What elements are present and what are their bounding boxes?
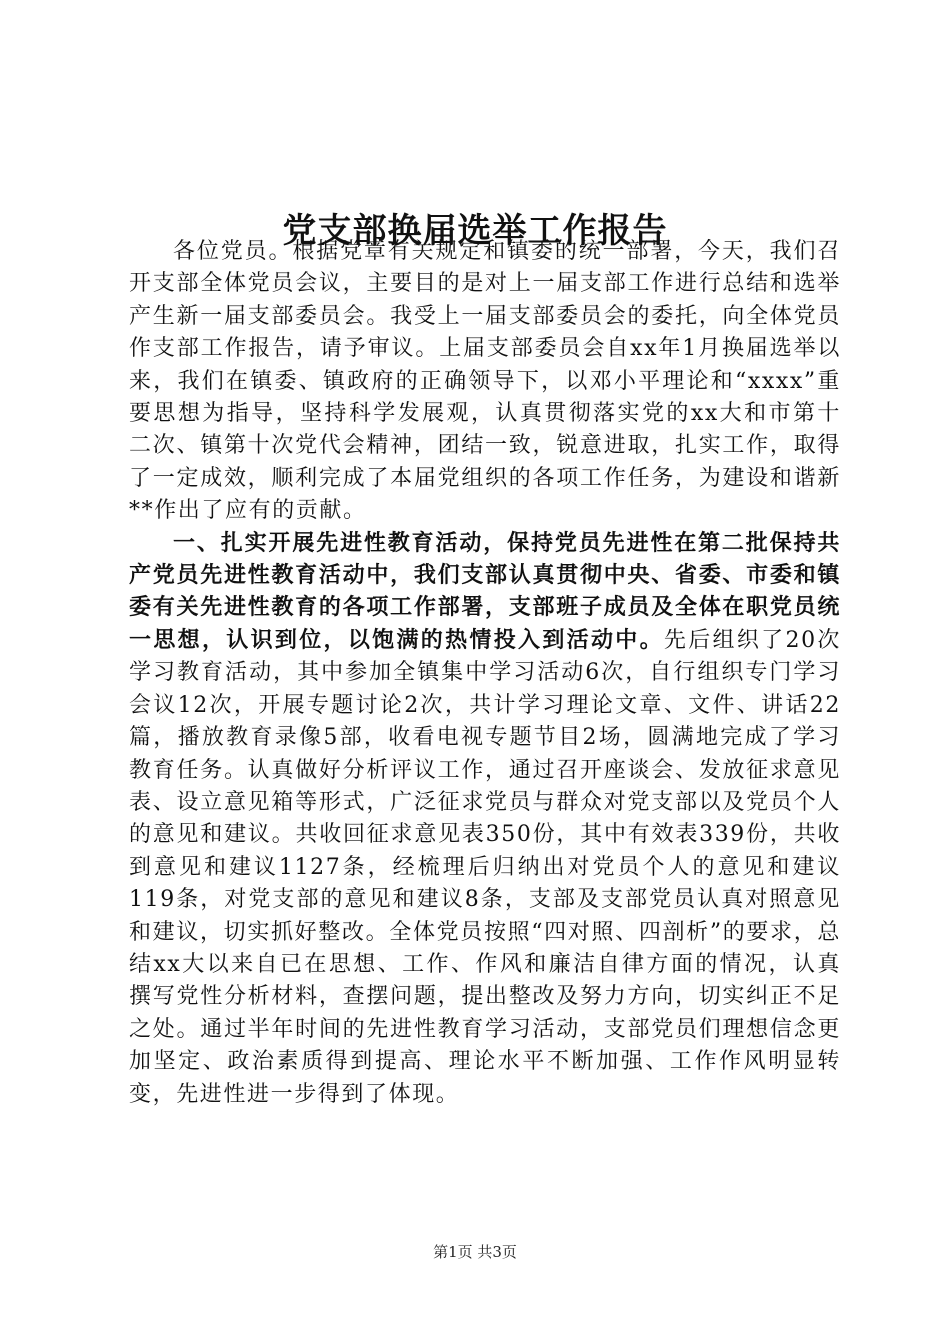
section-one-body: 先后组织了20次学习教育活动，其中参加全镇集中学习活动6次，自行组织专门学习会议12次，开展专题讨论2次，共计学习理论文章、文件、讲话22篇，播放教育录像5部，收看电视专题节目2场，圆满地完成了学习教育任务。认真做好分析评议工作，通过召开座谈会、发放征求意见表、设立意见箱等形式，广泛征求党员与群众对党支部以及党员个人的意见和建议。共收回征求意见表350份，其中有效表339份，共收到意见和建议1127条，经梳理后归纳出对党员个人的意见和建议119条，对党支部的意见和建议8条，支部及支部党员认真对照意见和建议，切实抓好整改。全体党员按照“四对照、四剖析”的要求，总结xx大以来自已在思想、工作、作风和廉洁自律方面的情况，认真撰写党性分析材料，查摆问题，提出整改及努力方向，切实纠正不足之处。通过半年时间的先进性教育学习活动，支部党员们理想信念更加坚定、政治素质得到提高、理论水平不断加强、工作作风明显转变，先进性进一步得到了体现。: [129, 627, 842, 1107]
document-body: [129, 236, 841, 1111]
section-one-heading: 一、扎实开展先进性教育活动，保持党员先进性在第二批保持共产党员先进性教育活动中，我们支部认真贯彻中央、省委、市委和镇委有关先进性教育的各项工作部署，支部班子成员及全体在职党员统一思想，认识到位，以饱满的热情投入到活动中。: [129, 530, 841, 653]
page-footer: 第1页 共3页: [433, 1243, 517, 1261]
intro-paragraph: 各位党员。根据党章有关规定和镇委的统一部署，今天，我们召开支部全体党员会议，主要目的是对上一届支部工作进行总结和选举产生新一届支部委员会。我受上一届支部委员会的委托，向全体党员作支部工作报告，请予审议。上届支部委员会自xx年1月换届选举以来，我们在镇委、镇政府的正确领导下，以邓小平理论和“xxxx”重要思想为指导，坚持科学发展观，认真贯彻落实党的xx大和市第十二次、镇第十次党代会精神，团结一致，锐意进取，扎实工作，取得了一定成效，顺利完成了本届党组织的各项工作任务，为建设和谐新**作出了应有的贡献。: [129, 239, 841, 524]
section-one-paragraph: [129, 528, 841, 1111]
document-title: 党支部换届选举工作报告: [282, 210, 668, 251]
